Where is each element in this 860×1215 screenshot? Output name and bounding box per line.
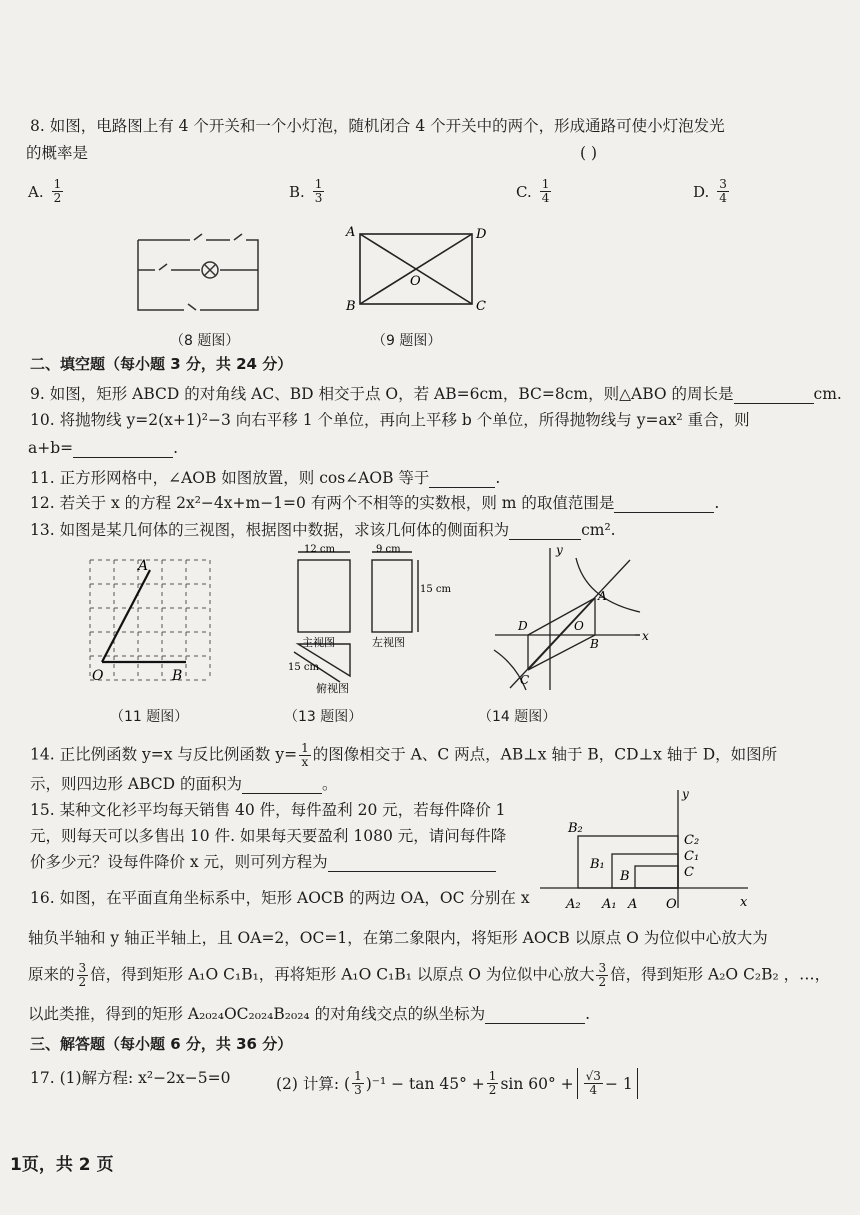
page-footer: 1页，共 2 页 (10, 1155, 114, 1175)
label-d: D (476, 227, 487, 242)
grid-angle-diagram (80, 550, 220, 690)
q11: 11. 正方形网格中，∠AOB 如图放置，则 cos∠AOB 等于 . (30, 469, 501, 487)
q17-part1: 17. (1)解方程: x²−2x−5=0 (30, 1069, 231, 1087)
option-b: B. $\frac{1}{3}$ (289, 177, 323, 205)
section3-title: 三、解答题（每小题 6 分，共 36 分） (30, 1035, 293, 1053)
label-c: C (476, 299, 486, 314)
fig13-caption: （13 题图） (284, 709, 363, 725)
q14-line2: 示，则四边形 ABCD 的面积为 。 (30, 775, 338, 793)
fig8-caption: （8 题图） (170, 333, 240, 349)
option-d: D. $\frac{3}{4}$ (693, 177, 727, 205)
q15-line3: 价多少元？设每件降价 x 元，则可列方程为 (30, 852, 496, 872)
label-d: D (518, 619, 528, 633)
q12: 12. 若关于 x 的方程 2x²−4x+m−1=0 有两个不相等的实数根，则 m 的取值范围是 . (30, 494, 720, 512)
fig14-caption: （14 题图） (478, 709, 557, 725)
q15-blank (328, 855, 496, 872)
q16-line1: 16. 如图，在平面直角坐标系中，矩形 AOCB 的两边 OA，OC 分别在 x (30, 889, 530, 907)
label-o: O (666, 897, 677, 912)
label-o: O (92, 668, 104, 684)
label-a: A (628, 897, 638, 912)
q9: 9. 如图，矩形 ABCD 的对角线 AC、BD 相交于点 O，若 AB=6cm，BC=8cm，则△ABO 的周长是 cm. (30, 385, 842, 403)
q8-answer-paren: ( ) (580, 144, 598, 162)
option-c: C. $\frac{1}{4}$ (516, 177, 550, 205)
label-o: O (574, 619, 584, 633)
fig11-caption: （11 题图） (110, 709, 189, 725)
q12-blank (614, 496, 714, 513)
dim-side: 9 cm (376, 544, 401, 555)
dim-top: 15 cm (288, 662, 319, 673)
top-view-label: 俯视图 (316, 682, 349, 694)
axis-y-label: y (556, 543, 563, 557)
rectangle-abcd-diagram (340, 222, 500, 317)
q14-line1: 14. 正比例函数 y=x 与反比例函数 y= $\frac{1}{x}$ 的图像相交于 A、C 两点，AB⊥x 轴于 B，CD⊥x 轴于 D，如图所 (30, 741, 778, 769)
q16-line4: 以此类推，得到的矩形 A₂₀₂₄OC₂₀₂₄B₂₀₂₄ 的对角线交点的纵坐标为 . (28, 1005, 591, 1023)
label-a: A (346, 225, 356, 240)
front-view-label: 主视图 (302, 636, 335, 649)
label-b: B (590, 637, 599, 651)
section2-title: 二、填空题（每小题 3 分，共 24 分） (30, 355, 293, 373)
label-c: C (520, 673, 530, 687)
label-c1: C₁ (684, 849, 700, 864)
label-a2: A₂ (566, 897, 581, 912)
side-view-label: 左视图 (372, 636, 405, 649)
label-c2: C₂ (684, 833, 700, 848)
q10-blank (73, 441, 173, 458)
q16-line2: 轴负半轴和 y 轴正半轴上，且 OA=2，OC=1，在第二象限内，将矩形 AOCB 以原点 O 为位似中心放大为 (28, 929, 768, 947)
hyperbola-diagram (490, 540, 660, 692)
label-b: B (346, 299, 356, 314)
axis-x-label: x (740, 895, 748, 910)
q9-blank (734, 387, 814, 404)
label-c: C (684, 865, 694, 880)
label-a: A (138, 558, 149, 574)
axis-y-label: y (682, 787, 689, 801)
label-o: O (410, 274, 421, 289)
q11-blank (429, 471, 495, 488)
dim-height: 15 cm (420, 584, 451, 595)
q13-blank (509, 523, 581, 540)
circuit-diagram (130, 228, 270, 318)
q13: 13. 如图是某几何体的三视图，根据图中数据，求该几何体的侧面积为 cm². (30, 521, 616, 539)
three-views-diagram (280, 542, 460, 694)
label-b1: B₁ (590, 857, 605, 872)
label-b: B (172, 668, 183, 684)
q17-abs-value: $\frac{√3}{4}$ − 1 (577, 1068, 638, 1099)
similar-rectangles-diagram (540, 784, 756, 912)
q14-fraction: $\frac{1}{x}$ (301, 741, 309, 769)
q16-line3: 原来的 $\frac{3}{2}$ 倍，得到矩形 A₁O C₁B₁，再将矩形 A₁O C₁B₁ 以原点 O 为位似中心放大 $\frac{3}{2}$ 倍，得到矩形 A₂O C₂B₂ ，…， (28, 961, 831, 989)
q8-line2: 的概率是 (26, 144, 89, 162)
q15-line2: 元，则每天可以多售出 10 件. 如果每天要盈利 1080 元，请问每件降 (30, 827, 507, 845)
label-b2: B₂ (568, 821, 583, 836)
label-b: B (620, 869, 630, 884)
fig9-caption: （9 题图） (372, 333, 442, 349)
axis-x-label: x (642, 629, 649, 643)
label-a1: A₁ (602, 897, 617, 912)
dim-front: 12 cm (304, 544, 335, 555)
option-a: A. $\frac{1}{2}$ (28, 177, 62, 205)
q10-line1: 10. 将抛物线 y=2(x+1)²−3 向右平移 1 个单位，再向上平移 b 个单位，所得抛物线与 y=ax² 重合，则 (30, 411, 750, 429)
q17-part2: (2) 计算: ( $\frac{1}{3}$ )⁻¹ − tan 45° + $\frac{1}{2}$ sin 60° + $\frac{√3}{4}$ − 1 (276, 1068, 638, 1099)
q15-line1: 15. 某种文化衫平均每天销售 40 件，每件盈利 20 元，若每件降价 1 (30, 801, 506, 819)
q10-line2: a+b= . (28, 439, 179, 457)
q8-line1: 8. 如图，电路图上有 4 个开关和一个小灯泡，随机闭合 4 个开关中的两个，形成通路可使小灯泡发光 (30, 117, 725, 135)
q14-blank (242, 777, 322, 794)
q16-blank (485, 1007, 585, 1024)
label-a: A (598, 589, 607, 603)
